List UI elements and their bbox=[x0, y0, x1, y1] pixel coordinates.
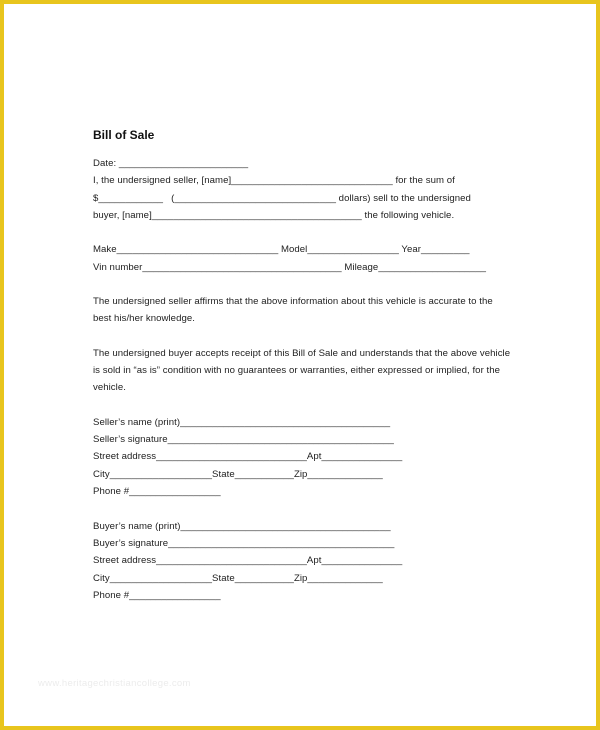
vehicle-vin-mileage: Vin number_____________________________________ Mileage____________________ bbox=[93, 262, 487, 273]
watermark-text: www.heritagechristiancollege.com bbox=[38, 678, 191, 689]
seller-intro-line-3: buyer, [name]_______________________________________ the following vehicle. bbox=[93, 210, 455, 221]
document-title: Bill of Sale bbox=[93, 128, 155, 142]
seller-phone-field: Phone #_________________ bbox=[93, 486, 221, 497]
document-page bbox=[4, 4, 596, 726]
seller-street-field: Street address____________________________Apt_______________ bbox=[93, 451, 403, 462]
buyer-city-state-zip-field: City___________________State___________Zip______________ bbox=[93, 573, 383, 584]
buyer-street-field: Street address____________________________Apt_______________ bbox=[93, 555, 403, 566]
date-line: Date: ________________________ bbox=[93, 158, 249, 169]
seller-signature-field: Seller’s signature__________________________________________ bbox=[93, 434, 394, 445]
seller-city-state-zip-field: City___________________State___________Zip______________ bbox=[93, 469, 383, 480]
vehicle-make-model-year: Make______________________________ Model_________________ Year_________ bbox=[93, 244, 470, 255]
buyer-accept-line-2: is sold in “as is” condition with no guarantees or warranties, either expressed or implied, for the bbox=[93, 365, 501, 376]
buyer-accept-line-1: The undersigned buyer accepts receipt of this Bill of Sale and understands that the above vehicle bbox=[93, 348, 511, 359]
seller-intro-line-2: $____________ (______________________________ dollars) sell to the undersigned bbox=[93, 193, 471, 204]
seller-affirm-line-2: best his/her knowledge. bbox=[93, 313, 195, 324]
buyer-name-field: Buyer’s name (print)_______________________________________ bbox=[93, 521, 391, 532]
buyer-accept-line-3: vehicle. bbox=[93, 382, 126, 393]
buyer-signature-field: Buyer’s signature__________________________________________ bbox=[93, 538, 395, 549]
seller-intro-line-1: I, the undersigned seller, [name]______________________________ for the sum of bbox=[93, 175, 455, 186]
seller-affirm-line-1: The undersigned seller affirms that the above information about this vehicle is accurate to the bbox=[93, 296, 493, 307]
seller-name-field: Seller’s name (print)_______________________________________ bbox=[93, 417, 391, 428]
buyer-phone-field: Phone #_________________ bbox=[93, 590, 221, 601]
